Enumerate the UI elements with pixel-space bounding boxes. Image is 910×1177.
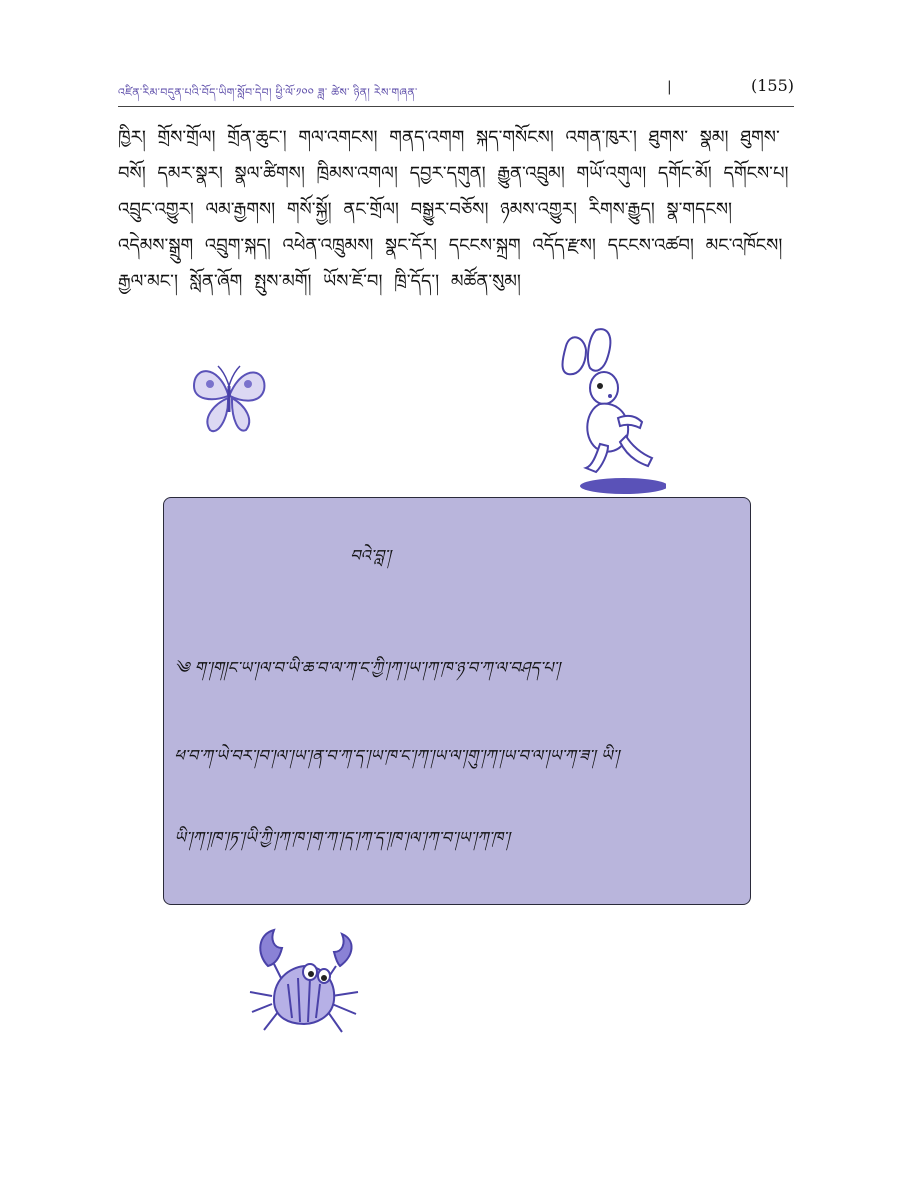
handwriting-line-3: ཡི་།ཀ་།ཁ་།ཏ་།ཡི་ཀྱི་།ཀ་ཁ་།ག་ཀ་།ད་།ཀ་ད་།ཁ་།ལ་།ཀ་བ་།ཡ་།ཀ་ཁ་། — [174, 828, 510, 847]
header-mark: | — [667, 79, 672, 95]
handwriting-line-1: ༄ ག་།ག།ང་ཡ་།ལ་བ་ཡི་ཆ་བ་ལ་ཀ་ང་ཀྱི་།ཀ་།ཡ་།ཀ་ཁ་ཉ་བ་ཀ་ལ་བཤད་པ་། — [174, 658, 560, 677]
handwriting-panel — [163, 497, 751, 905]
butterfly-illustration — [188, 356, 270, 436]
vocabulary-text: ཁྱིར། གྲོས་གྲོལ། གྲོན་ཆུང་། གལ་འགངས། གནད་འགག སྐད་གསོངས། འགན་ཁུར་། ཐུགས་ སྣམ། ཐུགས་བསོ། དམར་སྣར། སྣལ་ཚིགས། ཁྲིམས་འགལ། དབྱར་དགུན། རྒྱུན་འབྲུམ། གཡོ་འགུལ། དགོང་མོ། དགོངས་པ། འབྲུང་འགྱུར། ལམ་རྒྱགས། གསོ་སྐྱོ། ནང་གྲོལ། བསྒྱུར་བཅོས། ཉམས་འགྱུར། རིགས་རྒྱུད། སྣ་གདངས། འདེམས་སྒྲུག འབྲུག་སྐད། འཕེན་འཁྲུམས། སྣང་དོར། དངངས་སྐྲག འདོད་རྫས། དངངས་འཚབ། མང་འཁོངས། རྒྱལ་མང་། སློན་ཞོག སྤུས་མགོ། ཡོས་ཇོ་བ། ཁྲི་དོད་། མཚོན་སུམ། — [118, 127, 789, 292]
handwriting-line-2: ཕ་བ་ཀ་ཡེ་བར་།བ་།ལ་།ཡ་།ན་བ་ཀ་ད་།ཡ་ཁ་ང་།ཀ་།ཡ་ལ་།གུ་།ཀ་།ཡ་བ་ལ་།ཡ་ཀ་ཟ་། ཡི་། — [174, 746, 620, 765]
panel-title: བའེ་བླ་། — [350, 546, 391, 565]
rabbit-illustration — [556, 326, 666, 496]
page-header — [118, 76, 794, 107]
header-title: འཛིན་རིམ་བདུན་པའི་བོད་ཡིག་སློབ་དེབ། ཕྱི་ལོ་༡༠༠ ཟླ་ ཚེས་ ཉིན། རེས་གཞན་ — [118, 86, 418, 99]
page-number: (155) — [750, 76, 794, 95]
crab-illustration — [244, 926, 366, 1050]
